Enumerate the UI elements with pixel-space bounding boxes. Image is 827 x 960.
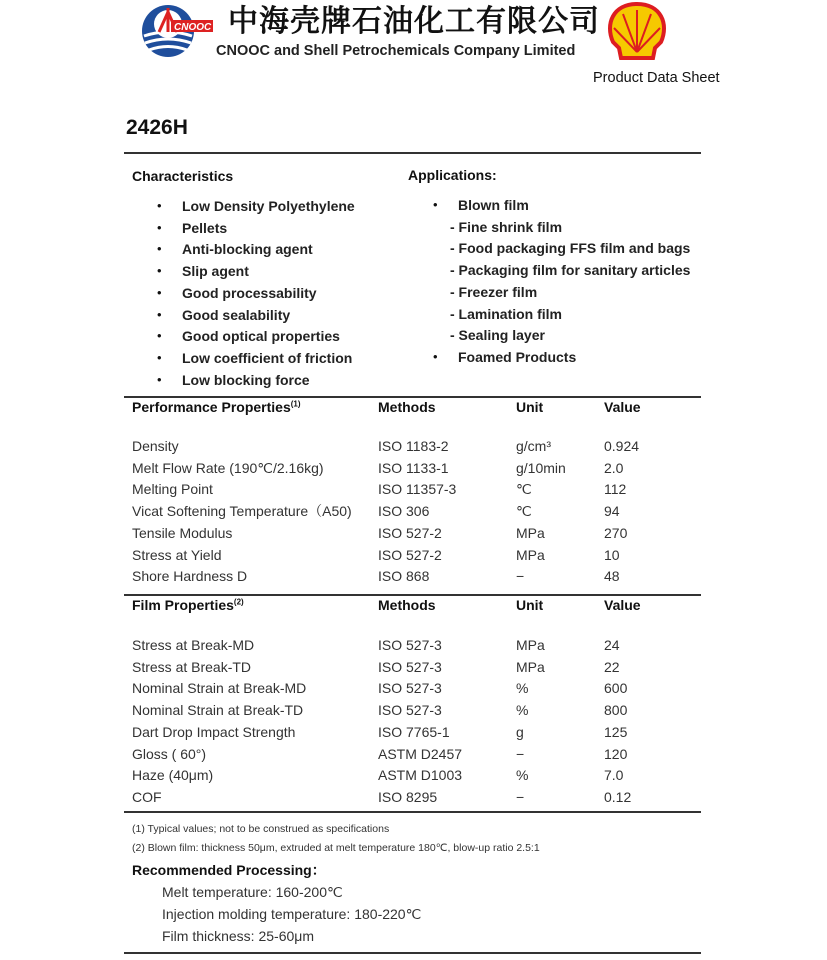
unit: % bbox=[516, 702, 529, 719]
value: 48 bbox=[604, 568, 620, 585]
characteristic-item: Good processability bbox=[182, 284, 317, 301]
bullet-icon: • bbox=[157, 306, 162, 322]
unit: MPa bbox=[516, 546, 545, 563]
characteristics-title: Characteristics bbox=[132, 168, 234, 184]
table-row bbox=[132, 546, 692, 567]
value: 270 bbox=[604, 524, 628, 541]
value: 0.12 bbox=[604, 788, 632, 805]
unit: − bbox=[516, 745, 525, 762]
performance-header bbox=[132, 398, 692, 419]
value: 120 bbox=[604, 745, 628, 762]
bullet-icon: • bbox=[157, 198, 162, 213]
footnote-marker: (1) bbox=[290, 399, 301, 409]
unit: g/cm³ bbox=[516, 438, 551, 454]
characteristic-item: Good optical properties bbox=[182, 328, 340, 345]
unit: % bbox=[516, 767, 529, 784]
bullet-icon: • bbox=[433, 197, 438, 212]
application-item: - Sealing layer bbox=[450, 327, 545, 344]
value: 112 bbox=[604, 481, 627, 498]
table-row bbox=[132, 745, 692, 766]
property-name: Melting Point bbox=[132, 481, 213, 498]
footnote: (1) Typical values; not to be construed as specifications bbox=[132, 823, 390, 835]
header-label: Value bbox=[604, 597, 641, 613]
application-item: - Packaging film for sanitary articles bbox=[450, 262, 691, 279]
method: ISO 306 bbox=[378, 503, 430, 520]
table-row bbox=[132, 658, 692, 679]
value: 7.0 bbox=[604, 767, 624, 784]
table-row bbox=[132, 502, 692, 523]
value: 94 bbox=[604, 503, 620, 520]
table-row bbox=[132, 437, 692, 458]
header-label: Unit bbox=[516, 597, 544, 613]
method: ISO 1133-1 bbox=[378, 459, 449, 476]
method: ASTM D2457 bbox=[378, 745, 463, 762]
method: ISO 1183-2 bbox=[378, 438, 449, 454]
processing-item: Melt temperature: 160-200℃ bbox=[162, 884, 343, 900]
application-item: Blown film bbox=[458, 197, 529, 213]
characteristic-item: Good sealability bbox=[182, 306, 291, 323]
property-name: Nominal Strain at Break-TD bbox=[132, 702, 304, 719]
header-label: Methods bbox=[378, 597, 436, 613]
method: ISO 527-3 bbox=[378, 637, 442, 653]
company-name-en: CNOOC and Shell Petrochemicals Company Limited bbox=[216, 43, 576, 59]
bullet-icon: • bbox=[157, 241, 162, 257]
divider bbox=[124, 952, 701, 954]
unit: MPa bbox=[516, 637, 545, 653]
unit: % bbox=[516, 680, 529, 697]
value: 125 bbox=[604, 723, 628, 740]
unit: ℃ bbox=[516, 503, 532, 520]
characteristic-item: Low blocking force bbox=[182, 371, 310, 388]
value: 2.0 bbox=[604, 459, 624, 476]
characteristic-item: Pellets bbox=[182, 219, 228, 236]
header-label: Film Properties bbox=[132, 597, 234, 613]
bullet-icon: • bbox=[157, 349, 162, 365]
product-code: 2426H bbox=[126, 116, 188, 139]
unit: g bbox=[516, 723, 524, 740]
property-name: Density bbox=[132, 438, 179, 454]
property-name: Stress at Break-MD bbox=[132, 637, 255, 653]
characteristic-item: Low Density Polyethylene bbox=[182, 198, 355, 214]
application-item: Foamed Products bbox=[458, 348, 577, 365]
footnote: (2) Blown film: thickness 50μm, extruded at melt temperature 180℃, blow-up ratio 2.5:1 bbox=[132, 842, 540, 854]
characteristic-item: Low coefficient of friction bbox=[182, 349, 353, 366]
cnooc-logo bbox=[141, 2, 215, 60]
table-row bbox=[132, 788, 692, 809]
film-header bbox=[132, 596, 692, 617]
table-row bbox=[132, 766, 692, 787]
method: ISO 527-3 bbox=[378, 658, 442, 675]
value: 10 bbox=[604, 546, 620, 563]
table-row bbox=[132, 480, 692, 501]
unit: MPa bbox=[516, 658, 545, 675]
application-item: - Fine shrink film bbox=[450, 218, 563, 235]
processing-title: Recommended Processing： bbox=[132, 862, 326, 878]
table-row bbox=[132, 459, 692, 480]
value: 0.924 bbox=[604, 438, 640, 454]
method: ISO 527-3 bbox=[378, 680, 442, 697]
header-label: Performance Properties bbox=[132, 399, 291, 415]
processing-item: Injection molding temperature: 180-220℃ bbox=[162, 906, 422, 922]
application-item: - Food packaging FFS film and bags bbox=[450, 240, 691, 257]
processing-item: Film thickness: 25-60μm bbox=[162, 928, 314, 944]
divider bbox=[124, 152, 701, 154]
bullet-icon: • bbox=[157, 328, 162, 344]
divider bbox=[124, 811, 701, 813]
property-name: Vicat Softening Temperature（A50) bbox=[132, 503, 352, 520]
document-type: Product Data Sheet bbox=[593, 70, 720, 86]
table-row bbox=[132, 636, 692, 657]
application-item: - Lamination film bbox=[450, 305, 562, 322]
footnote-marker: (2) bbox=[233, 597, 244, 607]
value: 600 bbox=[604, 680, 628, 697]
company-name-cn: 中海壳牌石油化工有限公司 bbox=[228, 4, 600, 39]
bullet-icon: • bbox=[157, 263, 162, 279]
table-row bbox=[132, 524, 692, 545]
method: ISO 527-2 bbox=[378, 524, 442, 541]
property-name: Stress at Yield bbox=[132, 546, 222, 563]
bullet-icon: • bbox=[157, 284, 162, 300]
applications-title: Applications: bbox=[408, 167, 497, 183]
property-name: COF bbox=[132, 788, 162, 805]
bullet-icon: • bbox=[157, 371, 162, 387]
header-label: Unit bbox=[516, 399, 544, 415]
property-name: Dart Drop Impact Strength bbox=[132, 723, 296, 740]
unit: − bbox=[516, 788, 525, 805]
method: ISO 527-3 bbox=[378, 702, 442, 719]
method: ASTM D1003 bbox=[378, 767, 463, 784]
unit: g/10min bbox=[516, 459, 566, 476]
value: 24 bbox=[604, 637, 620, 653]
value: 22 bbox=[604, 658, 620, 675]
table-row bbox=[132, 701, 692, 722]
unit: − bbox=[516, 568, 525, 585]
method: ISO 11357-3 bbox=[378, 481, 457, 498]
property-name: Nominal Strain at Break-MD bbox=[132, 680, 307, 697]
unit: MPa bbox=[516, 524, 545, 541]
value: 800 bbox=[604, 702, 628, 719]
property-name: Haze (40μm) bbox=[132, 767, 214, 784]
method: ISO 527-2 bbox=[378, 546, 442, 563]
bullet-icon: • bbox=[433, 348, 438, 364]
header-label: Value bbox=[604, 399, 641, 415]
shell-logo bbox=[605, 2, 669, 60]
table-row bbox=[132, 567, 692, 588]
property-name: Tensile Modulus bbox=[132, 524, 233, 541]
bullet-icon: • bbox=[157, 219, 162, 235]
table-row bbox=[132, 723, 692, 744]
table-row bbox=[132, 679, 692, 700]
application-item: - Freezer film bbox=[450, 283, 538, 300]
property-name: Melt Flow Rate (190℃/2.16kg) bbox=[132, 459, 324, 476]
property-name: Stress at Break-TD bbox=[132, 658, 252, 675]
characteristic-item: Slip agent bbox=[182, 263, 249, 280]
characteristic-item: Anti-blocking agent bbox=[182, 241, 313, 258]
method: ISO 868 bbox=[378, 568, 430, 585]
method: ISO 8295 bbox=[378, 788, 438, 805]
property-name: Shore Hardness D bbox=[132, 568, 248, 585]
svg-text:CNOOC: CNOOC bbox=[174, 22, 212, 33]
header-label: Methods bbox=[378, 399, 436, 415]
unit: ℃ bbox=[516, 481, 532, 498]
method: ISO 7765-1 bbox=[378, 723, 450, 740]
property-name: Gloss ( 60°) bbox=[132, 745, 207, 762]
